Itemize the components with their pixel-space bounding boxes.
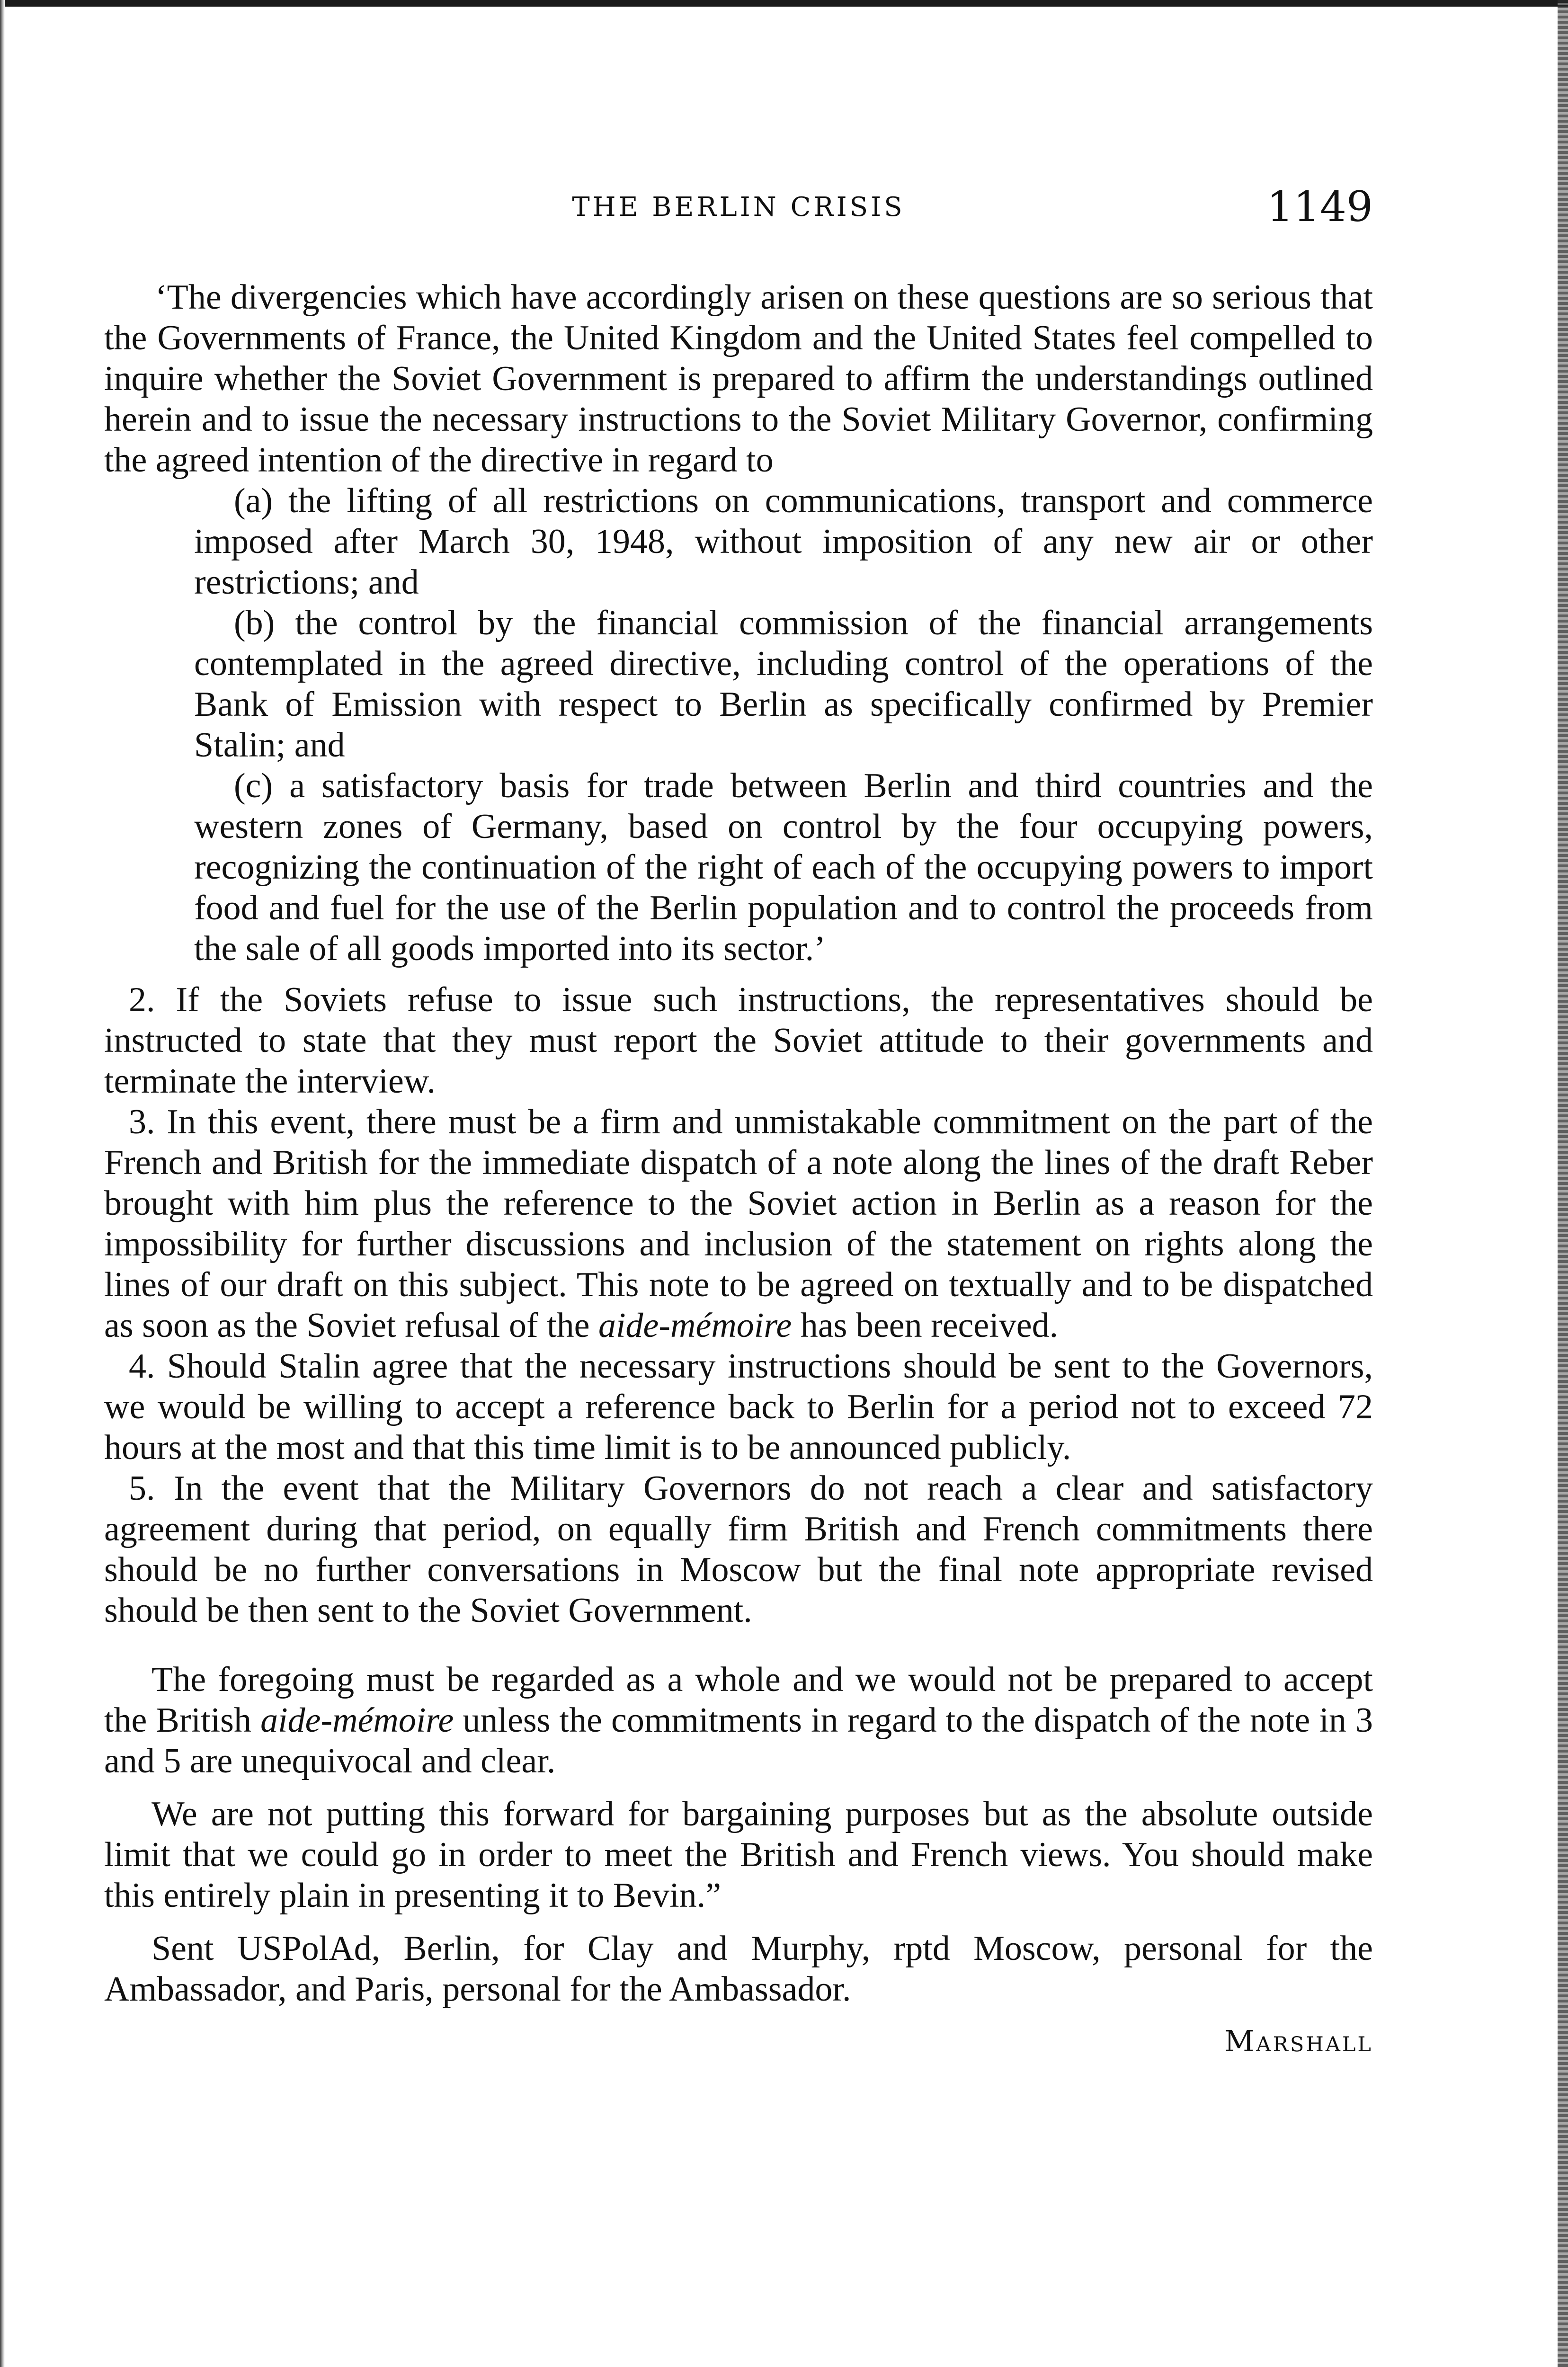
scan-border-right (1558, 0, 1568, 2367)
foregoing-paragraph (104, 1659, 1373, 1781)
numbered-paragraph-2: 2. If the Soviets refuse to issue such instructions, the representatives should be instructed to state that they must report the Soviet attitude to their governments and terminate the interview. (104, 980, 1373, 1101)
scan-border-left (0, 0, 5, 2367)
distribution-paragraph: Sent USPolAd, Berlin, for Clay and Murphy, rptd Moscow, personal for the Ambassador, and Paris, personal for the Ambassador. (104, 1929, 1373, 2009)
foregoing-italic-term: aide-mémoire (260, 1701, 454, 1740)
foregoing-text: The foregoing must be regarded as a whole and we would not be prepared to accept the British (104, 1660, 1373, 1740)
running-header (104, 182, 1373, 234)
scan-border-top (0, 0, 1568, 7)
paragraph-3-text-end: has been received. (792, 1306, 1059, 1345)
numbered-paragraph-5: 5. In the event that the Military Governors do not reach a clear and satisfactory agreement during that period, on equally firm British and French commitments there should be no further conversations in Moscow but the final note appropriate revised should be then sent to the Soviet Government. (104, 1469, 1373, 1630)
quoted-item-c: (c) a satisfactory basis for trade between Berlin and third countries and the western zones of Germany, based on control by the four occupying powers, recognizing the continuation of the right of each of the occupying powers to import food and fuel for the use of the Berlin population and to control the proceeds from the sale of all goods imported into its sector.’ (194, 766, 1373, 968)
quoted-paragraph: ‘The divergencies which have accordingly arisen on these questions are so serious that the Governments of France, the United Kingdom and the United States feel compelled to inquire whether the Soviet Government is prepared to affirm the understandings outlined herein and to issue the necessary instructions to the Soviet Military Governor, confirming the agreed intention of the directive in regard to (104, 278, 1373, 480)
quoted-item-b: (b) the control by the financial commission of the financial arrangements contemplated in the agreed directive, including control of the operations of the Bank of Emission with respect to Berlin as specifically confirmed by Premier Stalin; and (194, 604, 1373, 765)
paragraph-3-text: 3. In this event, there must be a firm and unmistakable commitment on the part of the French and British for the immediate dispatch of a note along the lines of the draft Reber brought with him plus the reference to the Soviet action in Berlin as a reason for the impossibility for further discussions and inclusion of the statement on rights along the lines of our draft on this subject. This note to be agreed on textually and to be dispatched as soon as the Soviet refusal of the (104, 1103, 1373, 1345)
numbered-paragraph-4: 4. Should Stalin agree that the necessary instructions should be sent to the Governors, we would be willing to accept a reference back to Berlin for a period not to exceed 72 hours at the most and that this time limit is to be announced publicly. (104, 1347, 1373, 1467)
paragraph-3-italic-term: aide-mémoire (598, 1306, 792, 1345)
document-page (104, 182, 1373, 2058)
page-number: 1149 (1267, 182, 1373, 231)
quoted-item-a: (a) the lifting of all restrictions on communications, transport and commerce imposed after March 30, 1948, without imposition of any new air or other restrictions; and (194, 481, 1373, 602)
running-title: THE BERLIN CRISIS (572, 192, 905, 222)
numbered-paragraph-3 (104, 1102, 1373, 1346)
signature: Marshall (1224, 2024, 1373, 2058)
foregoing-text-end: unless the commitments in regard to the dispatch of the note in 3 and 5 are unequivocal and clear. (104, 1701, 1373, 1780)
bargaining-paragraph: We are not putting this forward for bargaining purposes but as the absolute outside limit that we could go in order to meet the British and French views. You should make this entirely plain in presenting it to Bevin.” (104, 1795, 1373, 1915)
